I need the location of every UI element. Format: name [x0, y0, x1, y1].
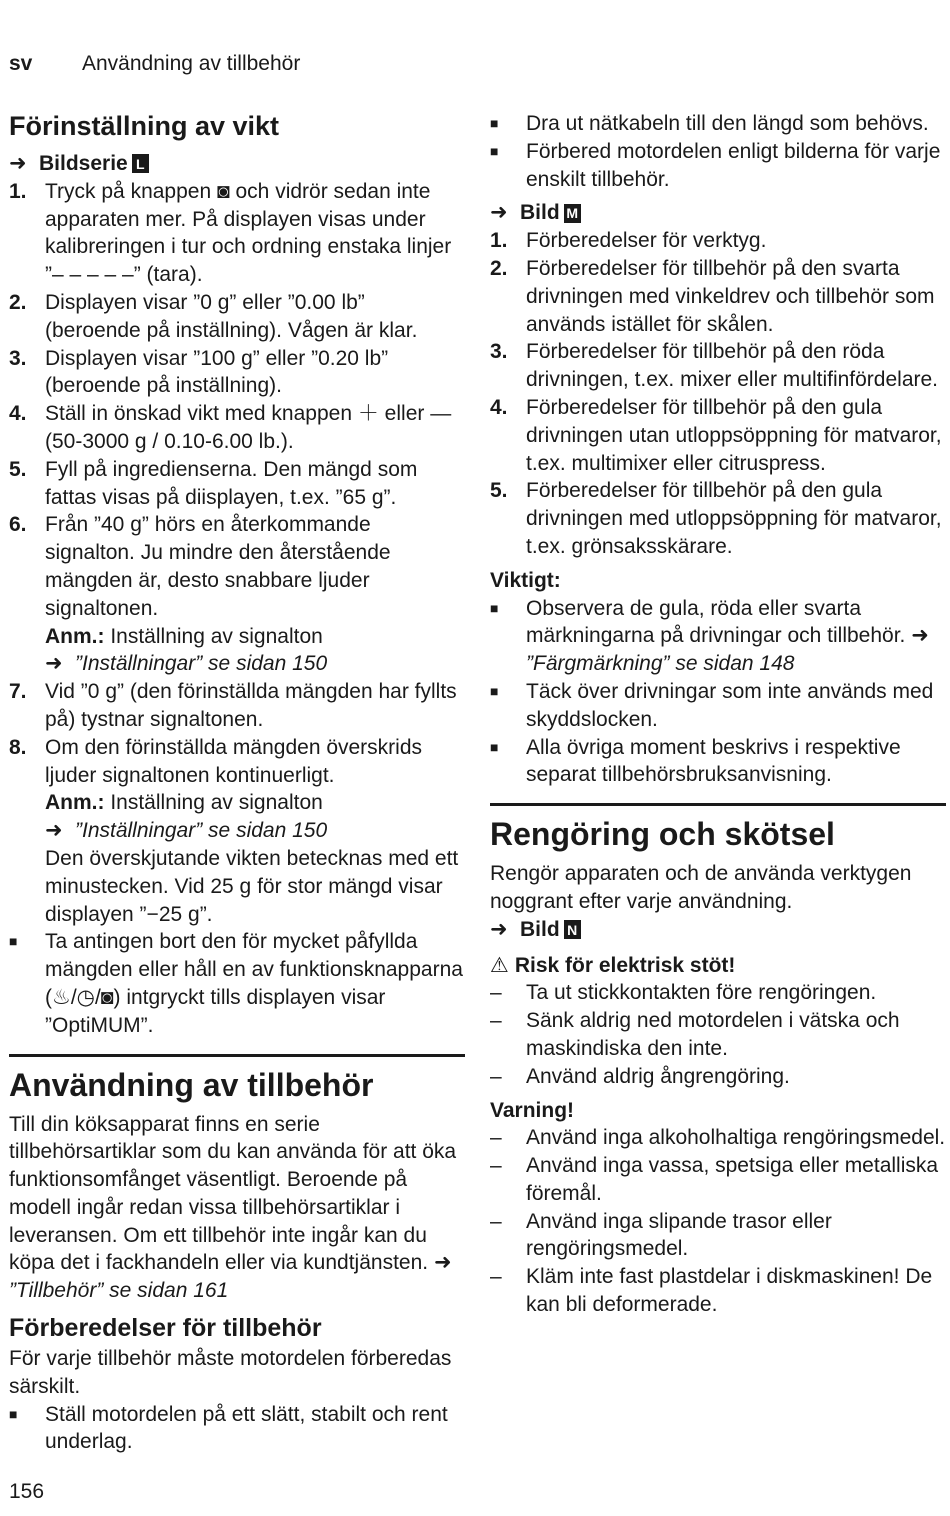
step-text: Displayen visar ”0 g” eller ”0.00 lb” (beroende på inställning). Vågen är klar.	[45, 290, 418, 342]
list-item	[490, 338, 946, 394]
arrow-right-icon: ➜	[45, 819, 63, 843]
step-text: Förberedelser för verktyg.	[526, 229, 767, 253]
bullet-square-icon: ■	[9, 933, 18, 950]
section-heading-cleaning: Rengöring och skötsel	[490, 816, 835, 853]
section-accessories	[9, 1054, 465, 1457]
bullet-square-icon: ■	[490, 115, 499, 131]
step-text: Vid ”0 g” (den förinställda mängden har fyllts på) tystnar signaltonen.	[45, 680, 457, 731]
step-text: Tryck på knappen ◙ och vidrör sedan inte apparaten mer. På displayen visas under kalibreringen i tur och ordning enstaka linjer ”– – – – –” (tara).	[45, 179, 452, 287]
step-text: Förberedelser för tillbehör på den röda drivningen, t.ex. mixer eller multifinfördelare.	[526, 340, 939, 392]
cross-reference-link[interactable]: ”Inställningar” se sidan 150	[75, 819, 328, 843]
important-list	[490, 595, 946, 790]
caution-heading: Varning!	[490, 1098, 575, 1122]
list-item	[9, 1401, 465, 1457]
dash-marker: –	[490, 1009, 502, 1033]
list-item	[9, 928, 465, 1039]
list-item	[9, 345, 465, 401]
step-number: 1.	[9, 179, 27, 203]
step-text: Displayen visar ”100 g” eller ”0.20 lb” (beroende på inställning).	[45, 346, 389, 398]
list-item	[490, 255, 946, 338]
risk-heading-text: Risk för elektrisk stöt!	[514, 953, 736, 977]
cross-reference-link[interactable]: ”Inställningar” se sidan 150	[75, 652, 328, 676]
figure-reference	[490, 199, 946, 227]
step-number: 6.	[9, 513, 27, 537]
list-item-text: Använd inga vassa, spetsiga eller metalliska föremål.	[526, 1154, 939, 1205]
note-text: Inställning av signalton	[104, 791, 323, 815]
note	[9, 623, 465, 679]
page-header	[9, 50, 301, 78]
list-item	[9, 456, 465, 512]
section-heading-preset-weight: Förinställning av vikt	[9, 111, 280, 141]
list-item-text: Använd aldrig ångrengöring.	[526, 1064, 790, 1088]
paragraph-text: Till din köksapparat finns en serie tillbehörsartiklar som du kan använda för att öka funktionsomfånget väsentligt. Beroende på modell ingår redan vissa tillbehörsartiklar i leveransen. Om ett tillbehör inte ingår kan du köpa det i fackhandeln eller via kundtjänsten.	[9, 1112, 457, 1275]
steps-list	[490, 227, 946, 561]
note-extra-text: Den överskjutande vikten betecknas med ett minustecken. Vid 25 g för stor mängd visar displayen ”−25 g”.	[45, 846, 459, 926]
risk-list	[490, 979, 946, 1090]
arrow-right-icon: ➜	[911, 624, 929, 648]
list-item	[9, 178, 465, 289]
note-label: Anm.:	[45, 791, 105, 815]
step-number: 5.	[490, 479, 508, 503]
list-item	[490, 1007, 946, 1063]
left-column	[9, 108, 465, 1456]
right-column	[490, 110, 946, 1319]
note-text: Inställning av signalton	[104, 624, 323, 648]
list-item	[490, 1152, 946, 1208]
section-cleaning	[490, 803, 946, 1319]
important-heading: Viktigt:	[490, 568, 561, 592]
list-item	[490, 394, 946, 477]
step-number: 4.	[490, 395, 508, 419]
warning-triangle-icon: ⚠	[490, 953, 509, 977]
cross-reference-link[interactable]: ”Tillbehör” se sidan 161	[9, 1279, 229, 1303]
list-item	[490, 734, 946, 790]
step-text: Förberedelser för tillbehör på den gula drivningen med utloppsöppning för matvaror, t.ex. grönsaksskärare.	[526, 479, 942, 558]
paragraph	[9, 1111, 465, 1306]
list-item	[490, 138, 946, 194]
bullet-square-icon: ■	[490, 738, 499, 755]
step-number: 7.	[9, 680, 27, 704]
step-text: Fyll på ingredienserna. Den mängd som fattas visas på diisplayen, t.ex. ”65 g”.	[45, 457, 418, 509]
subheading-preparations: Förberedelser för tillbehör	[9, 1314, 322, 1343]
list-item	[490, 979, 946, 1007]
figure-letter-badge: L	[132, 154, 149, 173]
list-item-text: Kläm inte fast plastdelar i diskmaskinen! De kan bli deformerade.	[526, 1265, 933, 1317]
dash-marker: –	[490, 1154, 502, 1178]
list-item	[9, 678, 465, 734]
cross-reference-link[interactable]: ”Färgmärkning” se sidan 148	[526, 652, 795, 676]
figure-reference-label: Bildserie	[39, 152, 128, 175]
figure-letter-badge: N	[564, 920, 581, 939]
arrow-right-icon: ➜	[433, 1251, 452, 1275]
bullet-text: Täck över drivningar som inte används med skyddslocken.	[526, 679, 934, 731]
dash-marker: –	[490, 1209, 502, 1233]
arrow-right-icon: ➜	[45, 652, 63, 676]
list-item	[9, 289, 465, 345]
page-number: 156	[9, 1480, 45, 1503]
note	[9, 789, 465, 928]
list-item-text: Ta ut stickkontakten före rengöringen.	[526, 981, 877, 1005]
list-item	[490, 595, 946, 678]
step-number: 4.	[9, 402, 27, 426]
language-code: sv	[9, 52, 33, 75]
header-title: Användning av tillbehör	[82, 52, 301, 75]
dash-marker: –	[490, 1064, 502, 1088]
list-item	[490, 1124, 946, 1152]
arrow-right-icon: ➜	[9, 152, 27, 175]
step-number: 3.	[9, 346, 27, 370]
bullet-square-icon: ■	[9, 1405, 18, 1422]
step-number: 2.	[490, 256, 508, 280]
list-item	[490, 227, 946, 255]
dash-marker: –	[490, 981, 502, 1005]
bullet-text: Förbered motordelen enligt bilderna för varje enskilt tillbehör.	[526, 139, 941, 191]
paragraph: Rengör apparaten och de använda verktygen noggrant efter varje användning.	[490, 862, 912, 913]
list-item	[490, 1063, 946, 1091]
bullet-text: Alla övriga moment beskrivs i respektive separat tillbehörsbruksanvisning.	[526, 735, 901, 787]
bullet-text: Ta antingen bort den för mycket påfyllda mängden eller håll en av funktionsknapparna (♨/◷/◙) intgryckt tills displayen visar ”OptiMUM”.	[45, 930, 463, 1037]
list-item-text: Använd inga alkoholhaltiga rengöringsmedel.	[526, 1126, 946, 1150]
step-number: 3.	[490, 340, 508, 364]
list-item	[9, 511, 465, 622]
bullet-square-icon: ■	[490, 682, 499, 699]
section-heading-accessories: Användning av tillbehör	[9, 1066, 374, 1103]
step-text: Förberedelser för tillbehör på den svarta drivningen med vinkeldrev och tillbehör som används istället för skålen.	[526, 256, 935, 336]
figure-reference-label: Bild	[520, 917, 560, 941]
step-text: Förberedelser för tillbehör på den gula drivningen utan utloppsöppning för matvaror, t.ex. multimixer eller citruspress.	[526, 395, 942, 475]
figure-reference	[9, 150, 465, 178]
step-number: 1.	[490, 229, 508, 253]
steps-list	[9, 178, 465, 623]
dash-marker: –	[490, 1126, 502, 1150]
step-number: 5.	[9, 457, 27, 481]
list-item-text: Sänk aldrig ned motordelen i vätska och maskindiska den inte.	[526, 1009, 900, 1060]
step-text: Ställ in önskad vikt med knappen ＋ eller — (50-3000 g / 0.10-6.00 lb.).	[45, 402, 452, 453]
figure-reference	[490, 916, 946, 944]
step-number: 2.	[9, 290, 27, 314]
bullet-square-icon: ■	[490, 142, 499, 159]
arrow-right-icon: ➜	[490, 917, 508, 941]
arrow-right-icon: ➜	[490, 201, 508, 225]
list-item	[490, 110, 946, 138]
bullet-list	[490, 110, 946, 193]
paragraph: För varje tillbehör måste motordelen förberedas särskilt.	[9, 1347, 452, 1398]
list-item	[9, 400, 465, 456]
list-item	[9, 734, 465, 790]
step-text: Från ”40 g” hörs en återkommande signalton. Ju mindre den återstående mängden är, desto snabbare ljuder signaltonen.	[45, 513, 391, 620]
figure-letter-badge: M	[564, 204, 581, 223]
risk-heading	[490, 952, 946, 980]
bullet-square-icon: ■	[490, 599, 499, 616]
steps-list-continued	[9, 678, 465, 789]
note-label: Anm.:	[45, 624, 105, 648]
step-text: Om den förinställda mängden överskrids ljuder signaltonen kontinuerligt.	[45, 735, 423, 787]
bullet-text: Dra ut nätkabeln till den längd som behövs.	[526, 112, 929, 135]
bullet-text: Observera de gula, röda eller svarta märkningarna på drivningar och tillbehör.	[526, 596, 906, 648]
list-item	[490, 477, 946, 560]
caution-list	[490, 1124, 946, 1319]
dash-marker: –	[490, 1265, 502, 1289]
list-item-text: Använd inga slipande trasor eller rengöringsmedel.	[526, 1209, 832, 1261]
list-item	[490, 1263, 946, 1319]
list-item	[490, 678, 946, 734]
bullet-text: Ställ motordelen på ett slätt, stabilt och rent underlag.	[45, 1402, 448, 1454]
step-number: 8.	[9, 735, 27, 759]
list-item	[490, 1208, 946, 1264]
figure-reference-label: Bild	[520, 201, 560, 225]
